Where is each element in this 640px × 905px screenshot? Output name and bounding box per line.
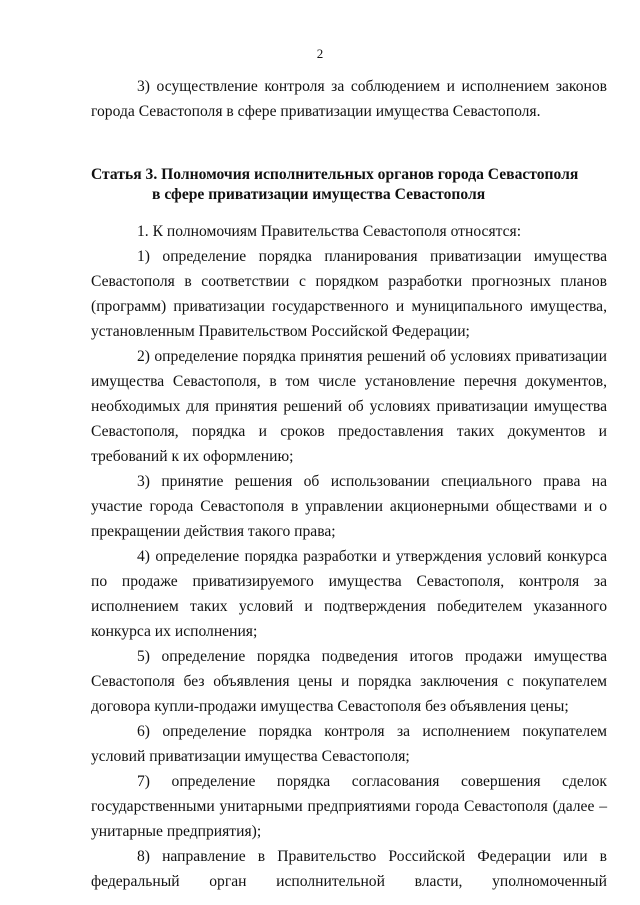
page-number: 2 [316, 46, 324, 61]
list-item-7: 7) определение порядка согласования совершения сделок государственными унитарными предприятиями города Севастополя (далее – унитарные предприятия); [91, 773, 607, 840]
article-heading [91, 165, 607, 205]
list-item-4: 4) определение порядка разработки и утверждения условий конкурса по продаже приватизируемого имущества Севастополя, контроля за исполнением таких условий и подтверждения победителем указанного конкурса их исполнения; [91, 548, 607, 640]
list-item-1: 1) определение порядка планирования приватизации имущества Севастополя в соответствии с порядком разработки прогнозных планов (программ) приватизации государственного и муниципального имущества, установленным Правительством Российской Федерации; [91, 248, 607, 340]
list-item-2: 2) определение порядка принятия решений об условиях приватизации имущества Севастополя, в том числе установление перечня документов, необходимых для принятия решений об условиях приватизации имущества Севастополя, порядка и сроков предоставления таких документов и требований к их оформлению; [91, 348, 607, 465]
article-heading-line-2: в сфере приватизации имущества Севастополя [152, 186, 486, 203]
clause-1: 1. К полномочиям Правительства Севастополя относятся: [137, 223, 522, 240]
paragraph-item-3-control: 3) осуществление контроля за соблюдением и исполнением законов города Севастополя в сфере приватизации имущества Севастополя. [91, 78, 607, 120]
list-item-8: 8) направление в Правительство Российской Федерации или в федеральный орган исполнительной власти, уполномоченный [91, 848, 607, 890]
list-item-5: 5) определение порядка подведения итогов продажи имущества Севастополя без объявления цены и порядка заключения с покупателем договора купли-продажи имущества Севастополя без объявления цены; [91, 648, 607, 715]
list-item-3: 3) принятие решения об использовании специального права на участие города Севастополя в управлении акционерными обществами и о прекращении действия такого права; [91, 473, 607, 540]
document-body [91, 74, 607, 894]
list-item-6: 6) определение порядка контроля за исполнением покупателем условий приватизации имущества Севастополя; [91, 723, 607, 765]
article-heading-line-1: Статья 3. Полномочия исполнительных органов города Севастополя [91, 166, 579, 183]
